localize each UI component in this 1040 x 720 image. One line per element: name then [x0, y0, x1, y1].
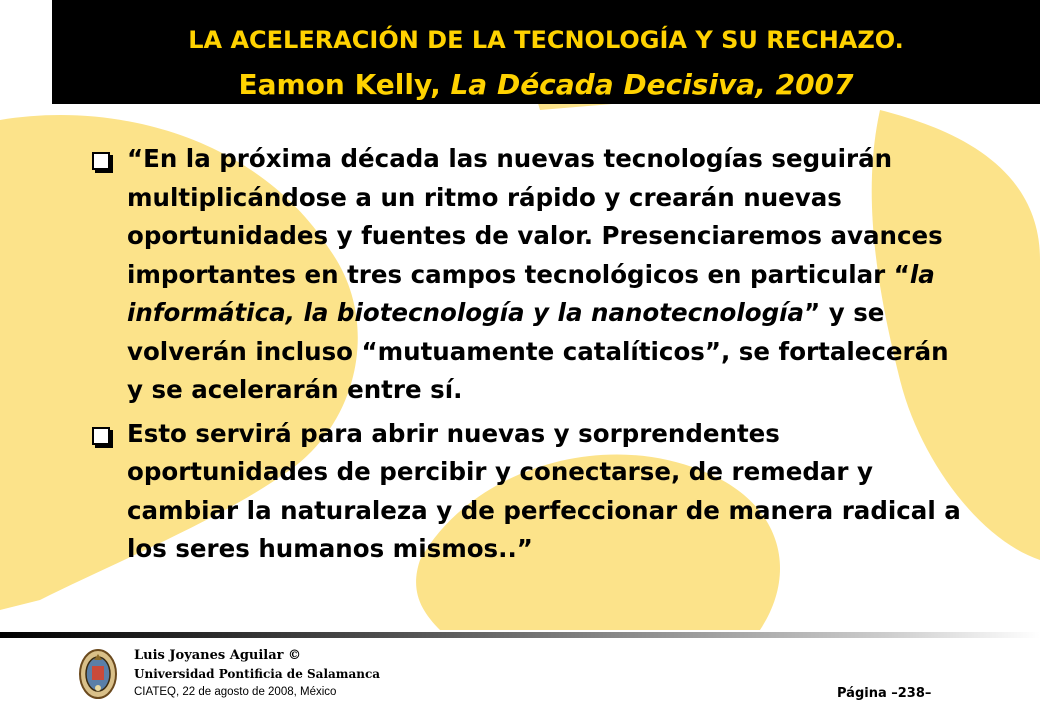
footer-credits [134, 646, 380, 701]
checkbox-bullet-icon [92, 152, 110, 170]
bullet-1-text-start: “En la próxima década las nuevas tecnologías seguirán multiplicándose a un ritmo rápido y crearán nuevas oportunidades y fuentes de valor. Presenciaremos avances importantes en tres campos tecnológicos en particular “ [127, 144, 943, 289]
footer-author: Luis Joyanes Aguilar © [134, 648, 302, 663]
bullet-1-italic: la informática, la biotecnología y la nanotecnología [127, 259, 935, 327]
slide-subtitle [52, 68, 1040, 101]
subtitle-book: La Década Decisiva, 2007 [450, 68, 854, 101]
footer-event: CIATEQ, 22 de agosto de 2008, México [134, 686, 337, 698]
bullet-item-1 [92, 140, 972, 410]
bullet-item-2 [92, 415, 972, 569]
checkbox-bullet-icon [92, 427, 110, 445]
bullet-list [92, 140, 972, 574]
page-number: Página –238– [837, 686, 932, 701]
subtitle-author: Eamon Kelly, [238, 68, 441, 101]
slide-title: LA ACELERACIÓN DE LA TECNOLOGÍA Y SU RECHAZO. [188, 26, 904, 54]
footer-divider [0, 632, 1040, 638]
university-seal-icon [78, 648, 118, 700]
bullet-1-text-end: ” y se volverán incluso “mutuamente catalíticos”, se fortalecerán y se acelerarán entre sí. [127, 298, 949, 404]
footer-university: Universidad Pontificia de Salamanca [134, 667, 381, 681]
bullet-2-text: Esto servirá para abrir nuevas y sorprendentes oportunidades de percibir y conectarse, de remedar y cambiar la naturaleza y de perfeccionar de manera radical a los seres humanos mismos..” [127, 418, 961, 563]
